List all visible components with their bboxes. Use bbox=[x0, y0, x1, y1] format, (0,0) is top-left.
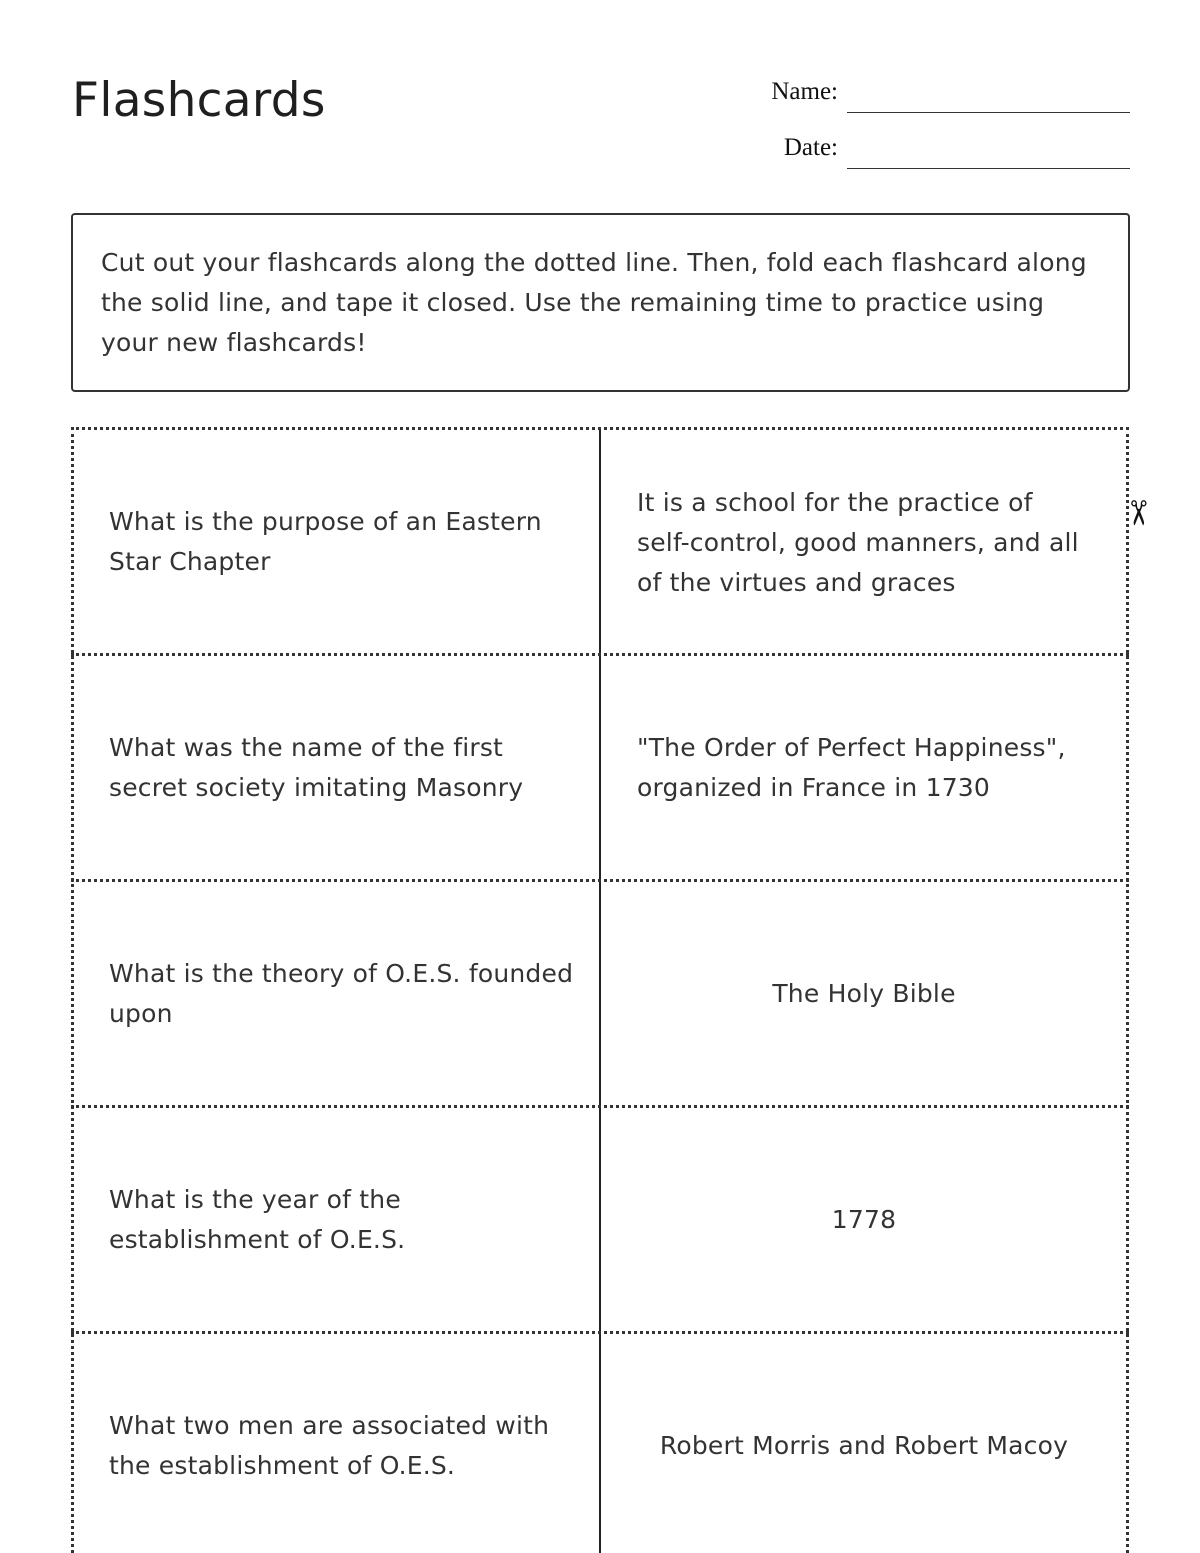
instructions-text: Cut out your flashcards along the dotted line. Then, fold each flashcard along the solid line, and tape it closed. Use the remaining time to practice using your new flashcards! bbox=[101, 248, 1087, 357]
cut-line-left bbox=[71, 427, 74, 1553]
cut-line-right bbox=[1126, 427, 1129, 1553]
card-1-answer: It is a school for the practice of self-control, good manners, and all of the virtues and graces bbox=[637, 488, 1079, 597]
instructions-box bbox=[71, 213, 1130, 392]
name-label: Name: bbox=[771, 78, 838, 105]
card-3-question: What is the theory of O.E.S. founded upon bbox=[109, 959, 574, 1028]
scissors-icon: ✂ bbox=[1117, 498, 1158, 528]
cut-line-top bbox=[71, 427, 1129, 430]
cut-line-row-3 bbox=[71, 1105, 1129, 1108]
card-3-answer: The Holy Bible bbox=[772, 979, 956, 1008]
card-2-answer: "The Order of Perfect Happiness", organized in France in 1730 bbox=[637, 733, 1066, 802]
date-label: Date: bbox=[783, 134, 838, 161]
card-5-question: What two men are associated with the establishment of O.E.S. bbox=[109, 1411, 550, 1480]
cut-line-row-2 bbox=[71, 879, 1129, 882]
date-field[interactable] bbox=[847, 168, 1130, 169]
fold-line bbox=[599, 427, 601, 1553]
card-4-question: What is the year of the establishment of O.E.S. bbox=[109, 1185, 406, 1254]
card-1-question: What is the purpose of an Eastern Star Chapter bbox=[109, 507, 542, 576]
cut-line-row-1 bbox=[71, 653, 1129, 656]
card-2-question: What was the name of the first secret society imitating Masonry bbox=[109, 733, 524, 802]
page-title: Flashcards bbox=[72, 73, 326, 128]
name-field[interactable] bbox=[847, 112, 1130, 113]
card-4-answer: 1778 bbox=[831, 1205, 897, 1234]
cut-line-row-4 bbox=[71, 1331, 1129, 1334]
flashcard-sheet bbox=[71, 427, 1130, 1553]
card-5-answer: Robert Morris and Robert Macoy bbox=[659, 1431, 1069, 1460]
